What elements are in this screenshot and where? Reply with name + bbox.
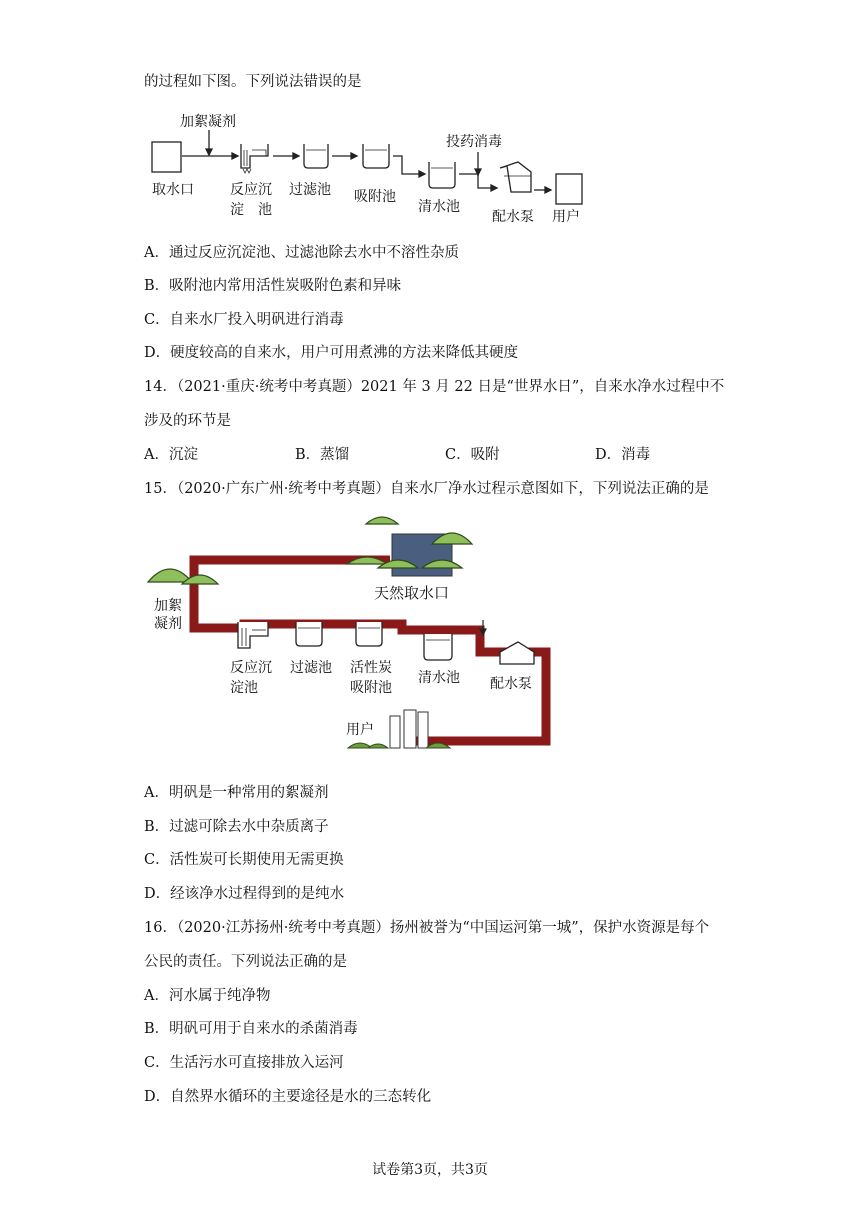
q13-option-c: C．自来水厂投入明矾进行消毒 [144,312,344,328]
label-reaction-1: 反应沉 [230,182,272,198]
label-pump-b: 配水泵 [490,676,532,692]
user-box [556,174,582,204]
label-intake: 取水口 [152,182,194,198]
q14-option-b: B．蒸馏 [295,447,350,463]
q14-stem-line1: 14．（2021·重庆·统考中考真题）2021 年 3 月 22 日是“世界水日”，自来水净水过程中不 [144,379,725,395]
intake-box [152,142,181,172]
q13-option-a: A．通过反应沉淀池、过滤池除去水中不溶性杂质 [144,245,459,261]
building-2 [404,710,416,748]
q13-option-d: D．硬度较高的自来水，用户可用煮沸的方法来降低其硬度 [144,345,519,361]
clear-tank [429,162,455,188]
q13-process-diagram [148,106,588,232]
label-disinfect: 投药消毒 [446,134,502,150]
pump-house [500,162,531,192]
label-clear: 清水池 [418,199,460,215]
label-filter: 过滤池 [289,182,331,198]
label-reaction-1b: 反应沉 [230,660,272,676]
label-carbon-1: 活性炭 [350,660,392,676]
label-reaction-2: 淀 池 [230,202,272,218]
q14-option-a: A．沉淀 [144,447,198,463]
q13-stem-tail: 的过程如下图。下列说法错误的是 [144,74,362,90]
label-carbon-2: 吸附池 [350,680,392,696]
q13-option-b: B．吸附池内常用活性炭吸附色素和异味 [144,278,402,294]
label-coagulant: 加絮凝剂 [180,114,236,130]
label-coagulant-1: 加絮 [154,598,182,614]
q14-option-d: D．消毒 [595,447,651,463]
q16-option-d: D．自然界水循环的主要途径是水的三态转化 [144,1089,432,1105]
label-filter-b: 过滤池 [290,660,332,676]
label-user: 用户 [552,209,580,225]
q14-stem-line2: 涉及的环节是 [144,413,231,429]
reaction-tank [241,144,268,168]
q15-option-c: C．活性炭可长期使用无需更换 [144,852,344,868]
label-clear-b: 清水池 [418,670,460,686]
pipeline [194,560,546,741]
q15-option-b: B．过滤可除去水中杂质离子 [144,819,329,835]
reaction-tank-2 [238,622,268,648]
q16-stem-line2: 公民的责任。下列说法正确的是 [144,954,347,970]
label-reaction-2b: 淀池 [230,680,258,696]
q16-option-a: A．河水属于纯净物 [144,988,271,1004]
label-coagulant-2: 凝剂 [154,616,182,632]
filter-tank [304,144,328,168]
q16-option-c: C．生活污水可直接排放入运河 [144,1055,344,1071]
label-user-b: 用户 [346,722,374,738]
adsorb-tank [363,144,389,168]
q16-option-b: B．明矾可用于自来水的杀菌消毒 [144,1021,358,1037]
building-1 [390,716,400,748]
building-3 [418,712,428,748]
label-adsorb: 吸附池 [354,189,396,205]
q14-option-c: C．吸附 [445,447,500,463]
q15-option-a: A．明矾是一种常用的絮凝剂 [144,785,329,801]
page-footer: 试卷第3页，共3页 [372,1162,488,1178]
label-pump: 配水泵 [492,209,534,225]
tree-1 [366,517,398,524]
tree-6 [148,569,192,582]
label-source: 天然取水口 [374,584,450,602]
q15-option-d: D．经该净水过程得到的是纯水 [144,886,345,902]
q15-water-plant-diagram [142,512,562,760]
q14-options [144,445,704,465]
q16-stem-line1: 16．（2020·江苏扬州·统考中考真题）扬州被誉为“中国运河第一城”，保护水资源是每个 [144,920,710,936]
pump-house-2 [500,642,534,664]
q15-stem: 15．（2020·广东广州·统考中考真题）自来水厂净水过程示意图如下，下列说法正确的是 [144,481,709,497]
